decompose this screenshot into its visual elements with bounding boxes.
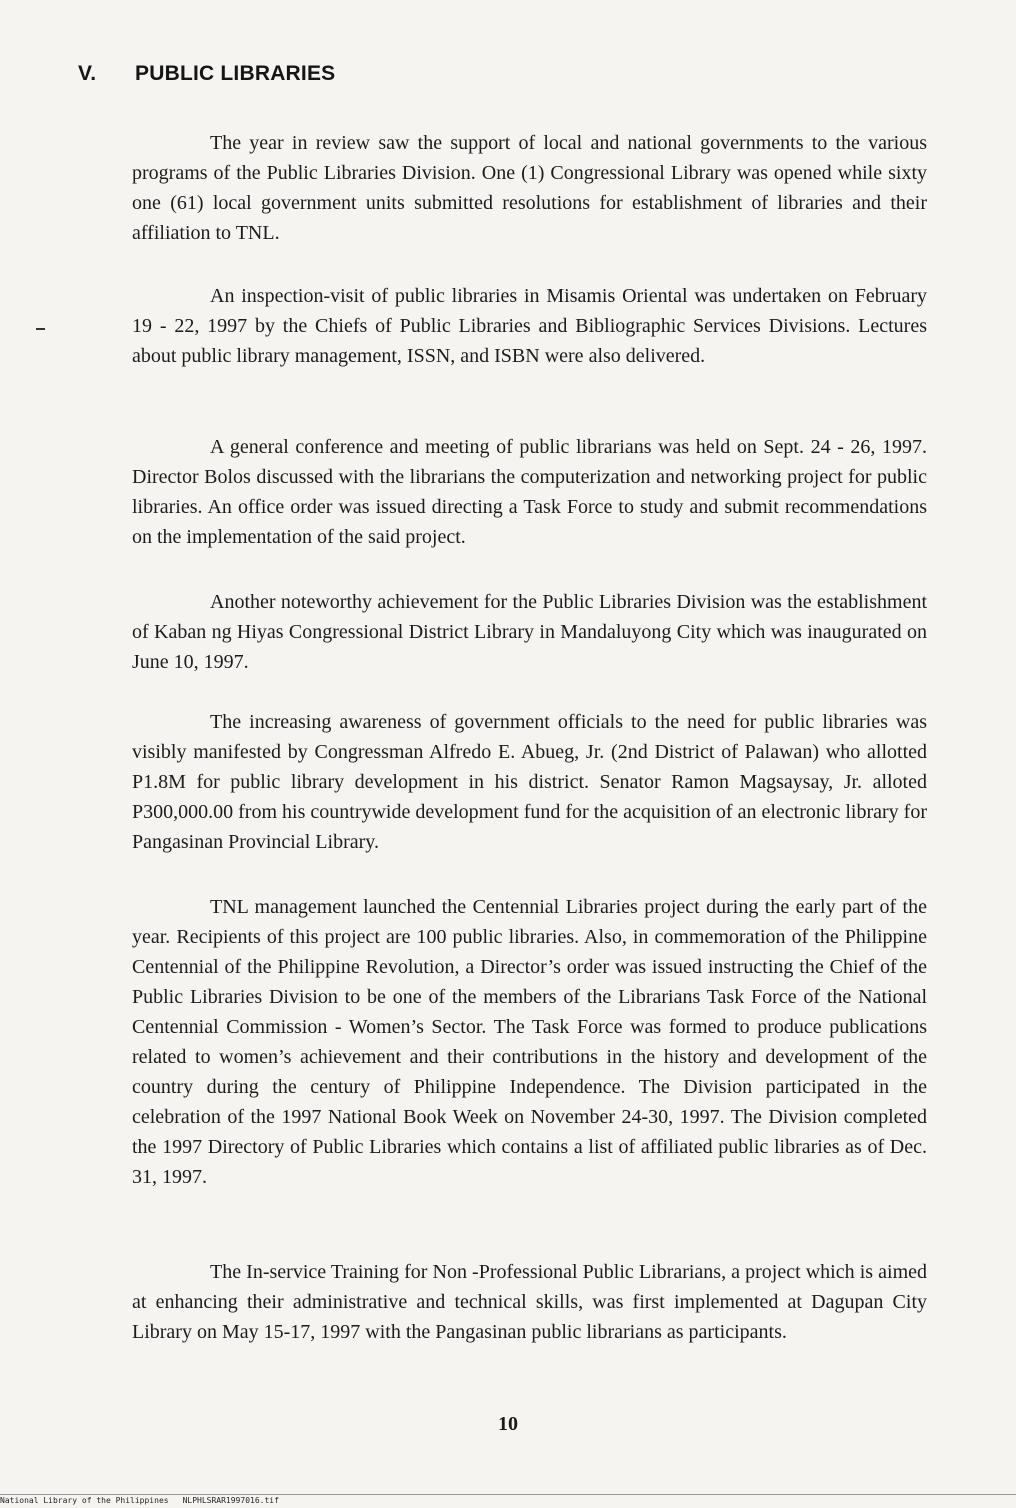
paragraph-centennial-libraries: TNL management launched the Centennial Libraries project during the early part of the year. Recipients of this project are 100 public libraries. Also, in commemoration of the Philippine Centennial of the Philippine Revolution, a Director’s order was issued instructing the Chief of the Public Libraries Division to be one of the members of the Librarians Task Force of the National Centennial Commission - Women’s Sector. The Task Force was formed to produce publications related to women’s achievement and their contributions in the history and development of the country during the century of Philippine Independence. The Division participated in the celebration of the 1997 National Book Week on November 24-30, 1997. The Division completed the 1997 Directory of Public Libraries which contains a list of affiliated public libraries as of Dec. 31, 1997.	[132, 896, 927, 1188]
paragraph-general-conference: A general conference and meeting of public librarians was held on Sept. 24 - 26, 1997. Director Bolos discussed with the librarians the computerization and networking project for public libraries. An office order was issued directing a Task Force to study and submit recommendations on the implementation of the said project.	[132, 436, 927, 548]
paragraph-government-officials: The increasing awareness of government officials to the need for public libraries was visibly manifested by Congressman Alfredo E. Abueg, Jr. (2nd District of Palawan) who allotted P1.8M for public library development in his district. Senator Ramon Magsaysay, Jr. alloted P300,000.00 from his countrywide development fund for the acquisition of an electronic library for Pangasinan Provincial Library.	[132, 711, 927, 853]
paragraph-in-service-training: The In-service Training for Non -Professional Public Librarians, a project which is aimed at enhancing their administrative and technical skills, was first implemented at Dagupan City Library on May 15-17, 1997 with the Pangasinan public librarians as participants.	[132, 1261, 927, 1343]
section-number: V.	[78, 62, 97, 85]
paragraph-inspection-visit: An inspection-visit of public libraries in Misamis Oriental was undertaken on February 19 - 22, 1997 by the Chiefs of Public Libraries and Bibliographic Services Divisions. Lectures about public library management, ISSN, and ISBN were also delivered.	[132, 285, 927, 367]
margin-mark	[36, 328, 45, 330]
paragraph-kaban-ng-hiyas: Another noteworthy achievement for the Public Libraries Division was the establishment of Kaban ng Hiyas Congressional District Library in Mandaluyong City which was inaugurated on June 10, 1997.	[132, 591, 927, 673]
paragraph-year-in-review: The year in review saw the support of local and national governments to the various programs of the Public Libraries Division. One (1) Congressional Library was opened while sixty one (61) local government units submitted resolutions for establishment of libraries and their affiliation to TNL.	[132, 132, 927, 244]
section-heading	[78, 62, 335, 86]
page-number: 10	[498, 1413, 518, 1435]
section-title: PUBLIC LIBRARIES	[135, 62, 336, 85]
footer-institution: National Library of the Philippines	[0, 1496, 169, 1505]
footer-file-name: NLPHLSRAR1997016.tif	[182, 1496, 279, 1505]
scan-footer	[0, 1494, 1016, 1508]
